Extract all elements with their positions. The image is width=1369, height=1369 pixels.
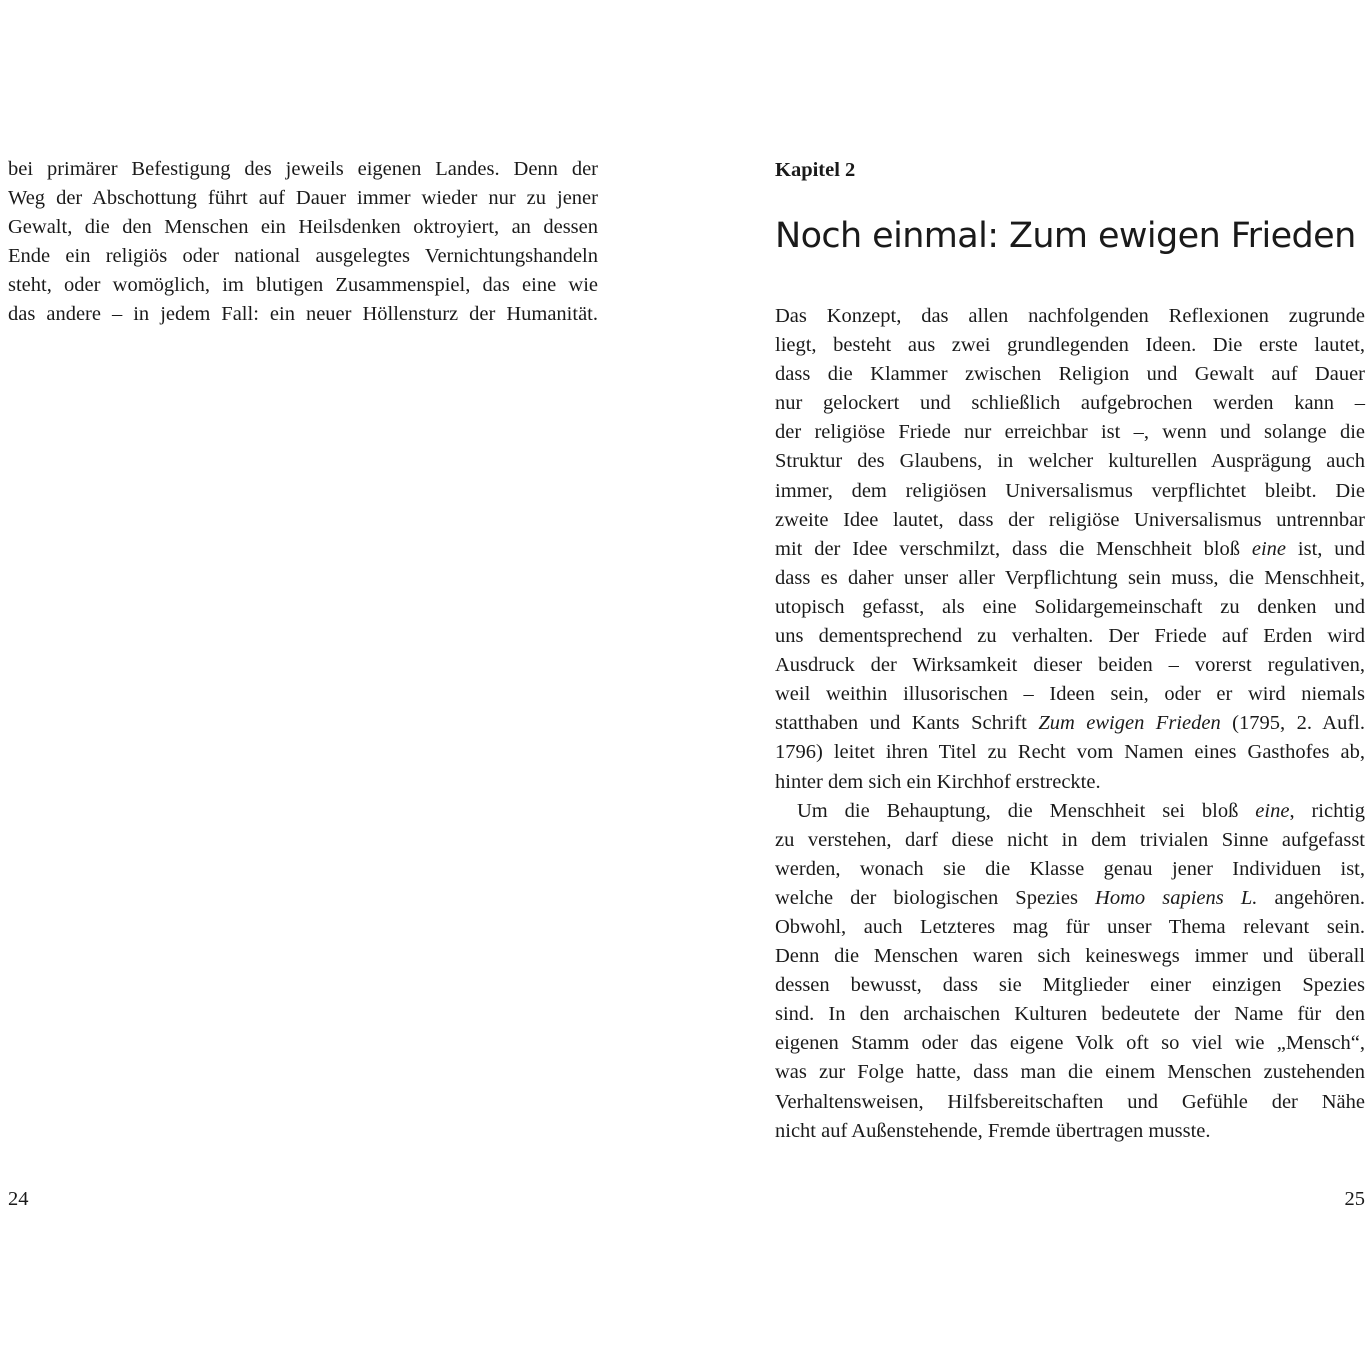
text-run: welche der biologischen Spezies xyxy=(775,886,1096,909)
text-line: steht, oder womöglich, im blutigen Zusammenspiel, das eine wie xyxy=(8,274,598,297)
text-run: Um die Behauptung, die Menschheit sei bloß xyxy=(797,799,1256,822)
emphasis: eine xyxy=(1255,799,1290,822)
text-run: statthaben und Kants Schrift xyxy=(775,712,1039,735)
left-page xyxy=(8,0,598,1369)
emphasis: eine xyxy=(1251,537,1287,560)
paragraph-2 xyxy=(775,797,1365,1146)
text-line xyxy=(775,535,1365,564)
text-line: Verhaltensweisen, Hilfsbereitschaften und Gefühle der Nähe xyxy=(775,1090,1365,1113)
right-page-text xyxy=(775,302,1365,1146)
page-number: 25 xyxy=(1344,1188,1365,1210)
text-line: dessen bewusst, dass sie Mitglieder einer einzigen Spezies xyxy=(775,974,1365,997)
text-line: Obwohl, auch Letzteres mag für unser Thema relevant sein. xyxy=(775,915,1365,938)
text-line: Gewalt, die den Menschen ein Heilsdenken oktroyiert, an dessen xyxy=(8,216,598,239)
text-line: nur gelockert und schließlich aufgebrochen werden kann – xyxy=(775,392,1365,415)
species-name: Homo sapiens L. xyxy=(1095,886,1258,909)
text-line: das andere – in jedem Fall: ein neuer Höllensturz der Humanität. xyxy=(8,303,598,326)
page-number: 24 xyxy=(8,1188,29,1210)
book-title: Zum ewigen Frieden xyxy=(1038,712,1221,735)
text-line: dass es daher unser aller Verpflichtung sein muss, die Menschheit, xyxy=(775,566,1365,589)
chapter-title: Noch einmal: Zum ewigen Frieden xyxy=(775,216,1356,256)
text-line: zweite Idee lautet, dass der religiöse Universalismus untrennbar xyxy=(775,508,1365,531)
text-line: Weg der Abschottung führt auf Dauer immer wieder nur zu jener xyxy=(8,187,598,210)
text-line: der religiöse Friede nur erreichbar ist –, wenn und solange die xyxy=(775,421,1365,444)
text-line xyxy=(775,709,1365,738)
text-line: zu verstehen, darf diese nicht in dem trivialen Sinne aufgefasst xyxy=(775,828,1365,851)
text-line: nicht auf Außenstehende, Fremde übertragen musste. xyxy=(775,1119,1211,1142)
text-line: 1796) leitet ihren Titel zu Recht vom Namen eines Gasthofes ab, xyxy=(775,741,1365,764)
text-line: Ende ein religiös oder national ausgelegtes Vernichtungshandeln xyxy=(8,245,598,268)
text-line: eigenen Stamm oder das eigene Volk oft so viel wie „Mensch“, xyxy=(775,1032,1365,1055)
text-run: , richtig xyxy=(1289,799,1365,822)
text-line: werden, wonach sie die Klasse genau jener Individuen ist, xyxy=(775,857,1365,880)
text-line: bei primärer Befestigung des jeweils eigenen Landes. Denn der xyxy=(8,158,598,180)
text-line xyxy=(775,884,1365,913)
text-line: utopisch gefasst, als eine Solidargemeinschaft zu denken und xyxy=(775,595,1365,618)
text-run: ist, und xyxy=(1286,537,1365,560)
text-run: angehören. xyxy=(1257,886,1366,909)
chapter-label: Kapitel 2 xyxy=(775,159,856,181)
text-line: hinter dem sich ein Kirchhof erstreckte. xyxy=(775,770,1101,793)
text-line: uns dementsprechend zu verhalten. Der Friede auf Erden wird xyxy=(775,625,1365,648)
text-line: was zur Folge hatte, dass man die einem Menschen zustehenden xyxy=(775,1061,1365,1084)
text-line: Struktur des Glaubens, in welcher kulturellen Ausprägung auch xyxy=(775,450,1365,473)
text-line: sind. In den archaischen Kulturen bedeutete der Name für den xyxy=(775,1003,1365,1026)
text-line xyxy=(775,797,1365,826)
left-page-text xyxy=(8,155,598,330)
paragraph-1 xyxy=(775,302,1365,797)
right-page xyxy=(775,0,1365,1369)
text-line: Ausdruck der Wirksamkeit dieser beiden – vorerst regulativen, xyxy=(775,654,1365,677)
text-line: liegt, besteht aus zwei grundlegenden Ideen. Die erste lautet, xyxy=(775,334,1365,357)
text-line: dass die Klammer zwischen Religion und Gewalt auf Dauer xyxy=(775,363,1365,386)
text-line: Denn die Menschen waren sich keineswegs immer und überall xyxy=(775,945,1365,968)
text-line: weil weithin illusorischen – Ideen sein, oder er wird niemals xyxy=(775,683,1365,706)
text-line: immer, dem religiösen Universalismus verpflichtet bleibt. Die xyxy=(775,479,1365,502)
text-run: (1795, 2. Aufl. xyxy=(1220,712,1365,735)
text-run: mit der Idee verschmilzt, dass die Menschheit bloß xyxy=(775,537,1252,560)
text-line: Das Konzept, das allen nachfolgenden Reflexionen zugrunde xyxy=(775,305,1365,327)
